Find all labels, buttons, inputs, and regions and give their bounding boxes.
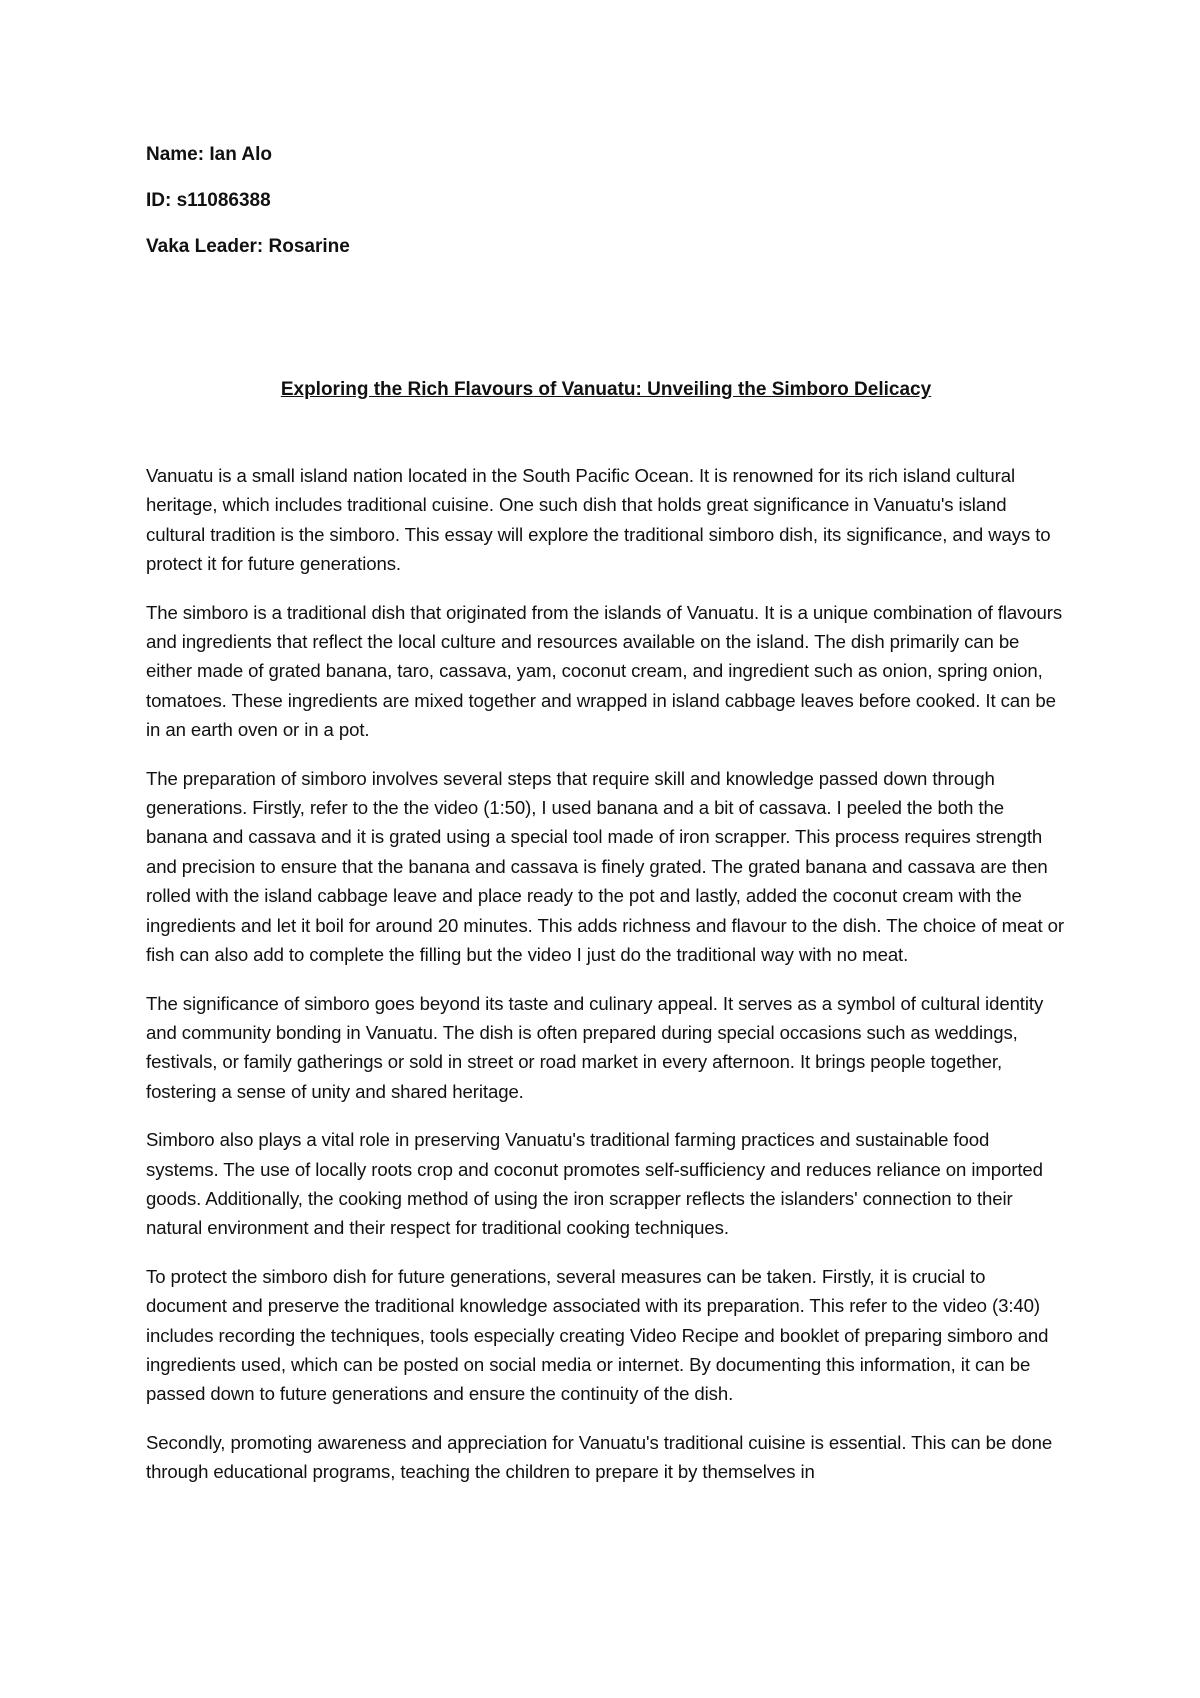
essay-title: Exploring the Rich Flavours of Vanuatu: Unveiling the Simboro Delicacy	[280, 379, 932, 400]
vaka-leader: Vaka Leader: Rosarine	[146, 236, 350, 257]
paragraph-protection: To protect the simboro dish for future generations, several measures can be taken. Firstly, it is crucial to document and preserve the traditional knowledge associated with its preparation. This refer to the video (3:40) includes recording the techniques, tools especially creating Video Recipe and booklet of preparing simboro and ingredients used, which can be posted on social media or internet. By documenting this information, it can be passed down to future generations and ensure the continuity of the dish.	[146, 1265, 1049, 1405]
paragraph-preparation: The preparation of simboro involves several steps that require skill and knowledge passed down through generations. Firstly, refer to the the video (1:50), I used banana and a bit of cassava. I peeled the both the banana and cassava and it is grated using a special tool made of iron scrapper. This process requires strength and precision to ensure that the banana and cassava is finely grated. The grated banana and cassava are then rolled with the island cabbage leave and place ready to the pot and lastly, added the coconut cream with the ingredients and let it boil for around 20 minutes. This adds richness and flavour to the dish. The choice of meat or fish can also add to complete the filling but the video I just do the traditional way with no meat.	[146, 767, 1064, 966]
student-name: Name: Ian Alo	[146, 144, 272, 165]
paragraph-significance: The significance of simboro goes beyond its taste and culinary appeal. It serves as a symbol of cultural identity and community bonding in Vanuatu. The dish is often prepared during special occasions such as weddings, festivals, or family gatherings or sold in street or road market in every afternoon. It brings people together, fostering a sense of unity and shared heritage.	[146, 992, 1044, 1102]
essay-body	[146, 461, 1066, 1506]
paragraph-awareness: Secondly, promoting awareness and appreciation for Vanuatu's traditional cuisine is essential. This can be done through educational programs, teaching the children to prepare it by themselves in	[146, 1431, 1053, 1483]
paragraph-intro: Vanuatu is a small island nation located in the South Pacific Ocean. It is renowned for its rich island cultural heritage, which includes traditional cuisine. One such dish that holds great significance in Vanuatu's island cultural tradition is the simboro. This essay will explore the traditional simboro dish, its significance, and ways to protect it for future generations.	[146, 465, 1051, 575]
student-id: ID: s11086388	[146, 190, 271, 211]
document-content	[146, 140, 1066, 1483]
paragraph-sustainability: Simboro also plays a vital role in preserving Vanuatu's traditional farming practices and sustainable food systems. The use of locally roots crop and coconut promotes self-sufficiency and reduces reliance on imported goods. Additionally, the cooking method of using the iron scrapper reflects the islanders' connection to their natural environment and their respect for traditional cooking techniques.	[146, 1129, 1043, 1239]
paragraph-origin: The simboro is a traditional dish that originated from the islands of Vanuatu. It is a unique combination of flavours and ingredients that reflect the local culture and resources available on the island. The dish primarily can be either made of grated banana, taro, cassava, yam, coconut cream, and ingredient such as onion, spring onion, tomatoes. These ingredients are mixed together and wrapped in island cabbage leaves before cooked. It can be in an earth oven or in a pot.	[146, 601, 1063, 741]
